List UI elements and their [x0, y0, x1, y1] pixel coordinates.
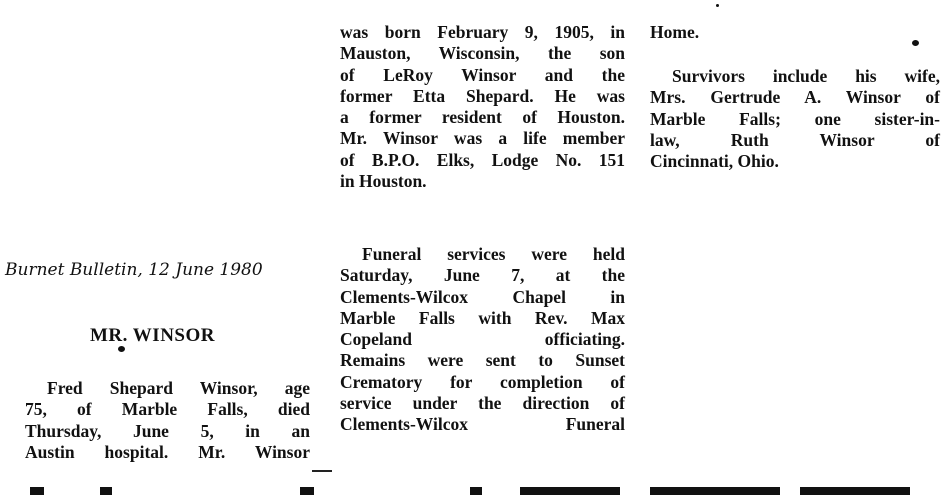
text-line: in Houston. [340, 171, 427, 192]
text-line: of LeRoy Winsor and the [340, 64, 625, 85]
ink-speck [716, 4, 719, 7]
text-line: service under the direction of [340, 393, 625, 414]
text-line: Mauston, Wisconsin, the son [340, 43, 625, 64]
text-line: Mrs. Gertrude A. Winsor of [650, 87, 940, 108]
text-line: Marble Falls with Rev. Max [340, 307, 625, 328]
text-line: Mr. Winsor was a life member [340, 128, 625, 149]
column-right-home-text [650, 22, 940, 43]
source-caption: Burnet Bulletin, 12 June 1980 [5, 260, 263, 280]
text-line: Survivors include his wife, [672, 66, 940, 86]
text-line: Fred Shepard Winsor, age [47, 378, 310, 398]
ink-speck [912, 40, 919, 46]
text-line: Saturday, June 7, at the [340, 265, 625, 286]
text-line: former Etta Shepard. He was [340, 85, 625, 106]
column-end-rule [312, 470, 332, 472]
text-line: Austin hospital. Mr. Winsor [25, 441, 310, 462]
text-line: Clements-Wilcox Chapel in [340, 286, 625, 307]
text-line: Marble Falls; one sister-in- [650, 108, 940, 129]
text-line: of B.P.O. Elks, Lodge No. 151 [340, 149, 625, 170]
ink-speck [118, 346, 125, 352]
text-line: law, Ruth Winsor of [650, 129, 940, 150]
text-line: Clements-Wilcox Funeral [340, 414, 625, 435]
column-middle-bottom-text [340, 244, 625, 436]
column-middle-top-text [340, 22, 625, 192]
column-left-text [25, 378, 310, 463]
text-line: Remains were sent to Sunset [340, 350, 625, 371]
obituary-headline: MR. WINSOR [90, 325, 215, 346]
text-line: Home. [650, 22, 700, 42]
text-line: Funeral services were held [362, 244, 625, 264]
text-line: Thursday, June 5, in an [25, 420, 310, 441]
text-line: Crematory for completion of [340, 371, 625, 392]
cropped-text-edge [0, 485, 950, 495]
column-right-survivors-text [650, 66, 940, 172]
text-line: was born February 9, 1905, in [340, 22, 625, 42]
text-line: Cincinnati, Ohio. [650, 151, 779, 172]
text-line: a former resident of Houston. [340, 107, 625, 128]
text-line: Copeland officiating. [340, 329, 625, 350]
text-line: 75, of Marble Falls, died [25, 399, 310, 420]
